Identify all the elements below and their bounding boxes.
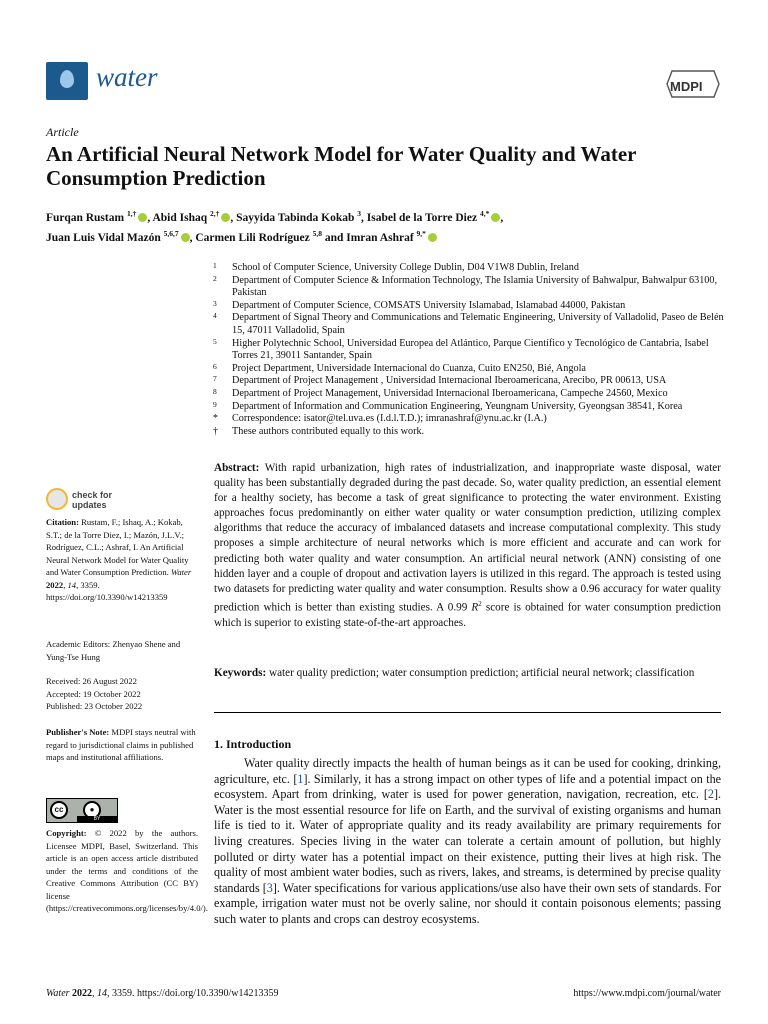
orcid-icon[interactable]: [181, 233, 190, 242]
author-separator: ,: [147, 211, 153, 224]
affiliation-text: Correspondence: isator@tel.uva.es (I.d.l.T.D.); imranashraf@ynu.ac.kr (I.A.): [232, 413, 547, 425]
author-name: Imran Ashraf: [346, 231, 417, 244]
author-separator: ,: [361, 211, 367, 224]
affiliation-mark: 5: [213, 336, 217, 346]
copyright-text: © 2022 by the authors. Licensee MDPI, Basel, Switzerland. This article is an open access article distributed under the terms and conditions of the Creative Commons Attribution (CC BY) license (https://creativecommons.org/licenses/by/4.0/).: [46, 828, 208, 913]
water-drop-icon: [60, 70, 74, 88]
publishers-note: [46, 726, 198, 764]
affiliation-item: [213, 375, 725, 388]
affiliation-mark: *: [213, 413, 218, 425]
citation-block: Citation: Rustam, F.; Ishaq, A.; Kokab, S.T.; de la Torre Diez, I.; Mazón, J.L.V.; Rodríguez, C.L.; Ashraf, I. An Artificial Neural Network Model for Water Quality and Water Consumption Prediction. Water 2022, 14, 3359. https://doi.org/10.3390/w14213359: [46, 517, 192, 602]
affiliation-text: Department of Information and Communication Engineering, Yeungnam University, Gyeongsan 38541, Korea: [232, 400, 683, 412]
author-affiliation-marks: 4,*: [479, 209, 490, 218]
published-date: Published: 23 October 2022: [46, 701, 143, 711]
affiliation-text: Department of Computer Science & Information Technology, The Islamia University of Bahwalpur, Bahwalpur 63100, Pakistan: [232, 274, 718, 299]
author-separator: ,: [500, 211, 504, 224]
citation-year: 2022: [46, 579, 64, 590]
author-name: Juan Luis Vidal Mazón: [46, 231, 164, 244]
affiliation-list: [213, 262, 725, 438]
paragraph-text: ]. Water specifications for various applications/use also have their own sets of standards. For example, irrigation water must not be overly saline, nor should it contain poisonous elements; passing such water to plants and crops can destroy ecosystems.: [214, 880, 721, 926]
citation-link-3[interactable]: 3: [266, 880, 273, 895]
affiliation-text: Department of Project Management, Universidad Internacional Iberoamericana, Campeche 24560, Mexico: [232, 387, 668, 399]
citation-text: Rustam, F.; Ishaq, A.; Kokab, S.T.; de la Torre Diez, I.; Mazón, J.L.V.; Rodríguez, C.L.; Ashraf, I. An Artificial Neural Network Model for Water Quality and Water Consumption Prediction.: [46, 517, 189, 577]
author-affiliation-marks: 5,6,7: [163, 228, 179, 238]
affiliation-mark: 3: [213, 298, 217, 308]
section-body: [214, 756, 721, 928]
author-name: Abid Ishaq: [152, 211, 210, 224]
affiliation-item: [213, 388, 725, 401]
keywords-label: Keywords:: [214, 667, 267, 679]
received-date: Received: 26 August 2022: [46, 676, 137, 686]
affiliation-item: [213, 426, 725, 439]
copyright-label: Copyright:: [46, 828, 87, 838]
affiliation-mark: 6: [213, 361, 217, 371]
author-line-1: [46, 206, 736, 226]
author-name: Sayyida Tabinda Kokab: [236, 211, 358, 224]
abstract: [214, 461, 721, 631]
attribution-person-icon: ●: [83, 801, 101, 819]
by-label: BY: [77, 816, 117, 822]
cc-by-license-badge[interactable]: [46, 798, 118, 823]
footer-year: 2022: [72, 988, 93, 999]
r-squared-symbol: R: [471, 601, 479, 614]
affiliation-item: [213, 312, 725, 337]
footer-doi[interactable]: , 3359. https://doi.org/10.3390/w14213359: [107, 988, 279, 999]
author-separator: ,: [230, 211, 237, 224]
author-separator: and: [321, 231, 347, 244]
author-affiliation-marks: 3: [357, 209, 362, 218]
affiliation-mark: 8: [213, 386, 217, 396]
accepted-date: Accepted: 19 October 2022: [46, 688, 141, 699]
affiliation-item: [213, 275, 725, 300]
affiliation-mark: 2: [213, 273, 217, 283]
abstract-text: With rapid urbanization, high rates of industrialization, and inappropriate waste disposal, water quality has been substantially degraded during the past decade. So, water quality prediction, an essential element for a healthy society, has become a task of great significance to protecting the water environment. Existing approaches focus predominantly on either water quality or water consumption prediction, utilizing complex algorithms that reduce the accuracy of imbalanced datasets and increase computational complexity. This study proposes a simple architecture of neural networks which is more efficient and accurate and can work for predicting both water quality and water consumption. An artificial neural network (ANN) consisting of one hidden layer and a couple of dropout and activation layers is utilized in this regard. The approach is tested using two datasets for predicting water quality and water consumption. Results show a 0.96 accuracy for water quality prediction which is better than existing studies. A 0.99: [214, 462, 721, 614]
author-name: Carmen Lili Rodríguez: [195, 231, 313, 244]
author-affiliation-marks: 9,*: [416, 228, 426, 238]
paragraph-text: ]. Similarly, it has a strong impact on other types of life and a potential impact on the ecosystem. Apart from drinking, water is used for power generation, navigation, recreation, etc. [: [214, 771, 721, 802]
affiliation-item: [213, 363, 725, 376]
footer-journal: Water: [46, 988, 70, 999]
academic-editors: Academic Editors: Zhenyao Shene and Yung-Tse Hung: [46, 639, 181, 662]
affiliation-item: [213, 401, 725, 414]
affiliation-mark: 4: [213, 311, 217, 321]
author-list: [46, 206, 736, 246]
affiliation-item: [213, 300, 725, 313]
affiliation-item: [213, 338, 725, 363]
citation-volume: 14: [67, 579, 77, 590]
author-name: Isabel de la Torre Diez: [366, 211, 480, 224]
affiliation-text: Department of Project Management , Universidad Internacional Iberoamericana, Arecibo, PR 00613, USA: [232, 375, 667, 387]
affiliation-item: [213, 413, 725, 426]
affiliation-mark: 9: [213, 399, 217, 409]
paragraph-text: ]. Water is the most essential resource for life on Earth, and the survival of existing organisms and human life is tied to it. Water of appropriate quality and its ready availability are primary requirements for living creatures. Species living in the water can tolerate a certain amount of pollution, but highly polluted or dirty water has a potential impact on their existence, putting their lives at high risk. The quality of most ambient water bodies, such as rivers, lakes, and streams, is determined by precise quality standards [: [214, 787, 721, 895]
r-squared-exponent: 2: [478, 599, 482, 608]
section-heading: 1. Introduction: [214, 737, 292, 751]
author-name: Furqan Rustam: [46, 211, 127, 224]
publisher-name: MDPI: [670, 79, 703, 94]
article-type: Article: [46, 125, 79, 139]
affiliation-item: [213, 262, 725, 275]
affiliation-mark: 7: [213, 374, 217, 384]
paragraph-text: Water quality directly impacts the health of human beings as it can be used for cooking, drinking, agriculture, etc. [: [214, 756, 721, 786]
paragraph: [214, 756, 721, 928]
note-text: MDPI stays neutral with regard to jurisdictional claims in published maps and institutional affiliations.: [46, 727, 196, 762]
citation-link-1[interactable]: 1: [297, 771, 304, 786]
citation-doi[interactable]: , 3359. https://doi.org/10.3390/w14213359: [46, 579, 168, 602]
dates: [46, 675, 198, 713]
check-updates-label: [72, 490, 112, 510]
citation-label: Citation:: [46, 517, 79, 527]
affiliation-text: Department of Computer Science, COMSATS University Islamabad, Islamabad 44000, Pakistan: [232, 299, 626, 311]
author-affiliation-marks: 2,†: [210, 209, 220, 218]
affiliation-text: Department of Signal Theory and Communications and Telematic Engineering, University of Valladolid, Paseo de Belén 15, 47011 Valladolid, Spain: [232, 312, 724, 336]
affiliation-text: School of Computer Science, University College Dublin, D04 V1W8 Dublin, Ireland: [232, 262, 579, 273]
orcid-icon[interactable]: [428, 233, 437, 242]
check-updates-icon: [46, 488, 68, 510]
check-for-updates-badge[interactable]: [46, 488, 186, 514]
author-affiliation-marks: 5,8: [312, 228, 322, 238]
affiliation-text: These authors contributed equally to this work.: [232, 425, 425, 437]
orcid-icon[interactable]: [138, 213, 147, 222]
footer-citation: Water 2022, 14, 3359. https://doi.org/10.3390/w14213359: [46, 988, 279, 999]
keywords: [214, 666, 721, 681]
citation-link-2[interactable]: 2: [707, 787, 714, 802]
affiliation-mark: †: [213, 425, 218, 437]
citation-journal: Water: [170, 567, 192, 577]
author-separator: ,: [189, 231, 196, 244]
abstract-label: Abstract:: [214, 462, 260, 474]
affiliation-text: Project Department, Universidade Internacional do Cuanza, Cuito EN250, Bié, Angola: [232, 362, 586, 374]
affiliation-text: Higher Polytechnic School, Universidad Europea del Atlántico, Parque Científico y Tecnológico de Cantabria, Isabel Torres 21, 39011 Santander, Spain: [232, 337, 709, 362]
paper-title: An Artificial Neural Network Model for Water Quality and Water Consumption Prediction: [46, 142, 637, 190]
cc-icon: cc: [50, 801, 68, 819]
note-label: Publisher's Note:: [46, 727, 110, 737]
check-updates-line-1: check for: [72, 490, 113, 500]
divider: [214, 712, 721, 713]
check-updates-line-2: updates: [72, 500, 107, 510]
affiliation-mark: 1: [213, 261, 217, 270]
orcid-icon[interactable]: [491, 213, 500, 222]
footer-journal-url[interactable]: https://www.mdpi.com/journal/water: [573, 988, 721, 999]
journal-name: water: [96, 62, 158, 92]
footer-volume: 14: [97, 988, 108, 999]
author-affiliation-marks: 1,†: [126, 209, 137, 218]
copyright-block: [46, 827, 208, 915]
journal-logo: [46, 62, 88, 100]
abstract-text-end: score is obtained for water consumption prediction which is superior to existing state-of-the-art approaches.: [214, 601, 721, 629]
author-line-2: [46, 226, 736, 246]
publisher-logo: [666, 70, 720, 98]
keywords-text: water quality prediction; water consumption prediction; artificial neural network; classification: [269, 667, 695, 679]
